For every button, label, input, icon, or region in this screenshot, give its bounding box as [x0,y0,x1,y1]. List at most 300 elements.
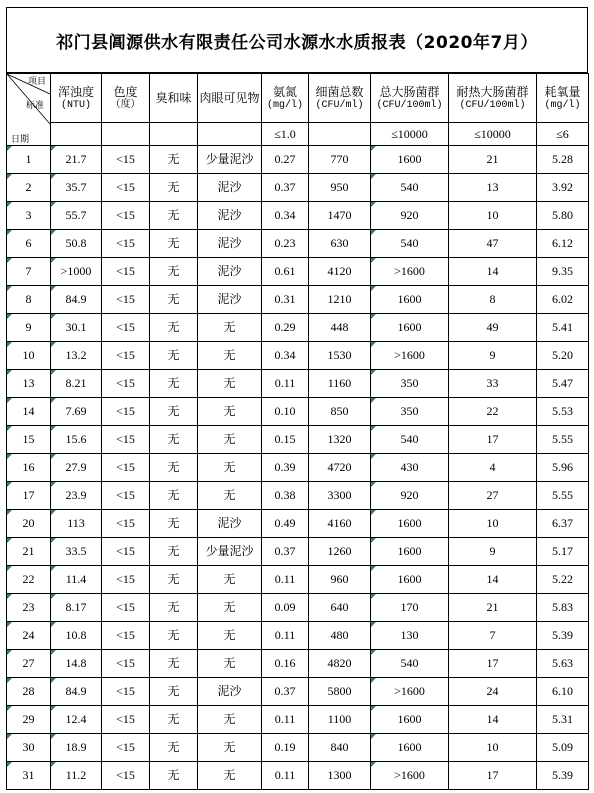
cell-value: 泥沙 [217,516,242,530]
cell-value: 0.15 [274,432,296,446]
date-cell [7,370,51,398]
table-row [7,706,589,734]
color-cell [102,314,150,342]
cell-value: 1600 [397,572,422,586]
col-header-oxygen-consumption: 耗氧量 (mg/l) [537,74,589,123]
cell-value: 21 [486,600,499,614]
cell-value: 无 [223,656,236,670]
coliform-cell [371,174,449,202]
cell-value: 泥沙 [217,236,242,250]
cell-value: 无 [223,320,236,334]
cell-value: 无 [167,152,180,166]
cell-value: 21 [22,544,35,558]
cell-value: 15.6 [65,432,87,446]
table-row [7,454,589,482]
cell-value: 770 [330,152,349,166]
cell-marker-icon [371,426,376,431]
cell-value: 0.11 [274,712,296,726]
bacteria-cell [309,314,371,342]
cell-value: 0.31 [274,292,296,306]
bacteria-cell [309,230,371,258]
standard-cell [150,123,198,146]
visible-matter-cell [198,482,262,510]
odor-cell [150,174,198,202]
cell-value: 11.2 [65,768,87,782]
cell-value: 无 [167,236,180,250]
cell-value: 无 [223,432,236,446]
odor-cell [150,566,198,594]
ammonia-cell [262,258,309,286]
cell-value: 无 [223,712,236,726]
cell-value: 无 [167,516,180,530]
turbidity-cell [51,314,102,342]
cell-marker-icon [371,734,376,739]
cell-value: 5.28 [552,152,573,166]
cell-marker-icon [371,174,376,179]
cell-value: 无 [167,404,180,418]
bacteria-cell [309,650,371,678]
cell-value: 16 [22,460,35,474]
cell-value: 4 [489,460,496,474]
odor-cell [150,230,198,258]
cell-marker-icon [51,566,56,571]
date-cell [7,398,51,426]
cell-marker-icon [51,650,56,655]
cell-value: 0.19 [274,740,296,754]
cell-marker-icon [371,622,376,627]
cell-value: 50.8 [65,236,87,250]
ammonia-cell [262,762,309,790]
ammonia-cell [262,538,309,566]
cell-value: 5.20 [552,348,573,362]
cell-value: 8 [489,292,496,306]
date-cell [7,286,51,314]
thermotolerant-coliform-cell [449,762,537,790]
cell-value: <15 [116,264,135,278]
turbidity-cell [51,286,102,314]
col-header-bacteria: 细菌总数 (CFU/ml) [309,74,371,123]
date-cell [7,230,51,258]
turbidity-cell [51,734,102,762]
cell-value: 无 [223,348,236,362]
cell-value: 920 [400,208,419,222]
visible-matter-cell [198,398,262,426]
cell-value: 15 [22,432,35,446]
date-cell [7,174,51,202]
cell-marker-icon [7,762,12,767]
cell-value: <15 [116,208,135,222]
visible-matter-cell [198,314,262,342]
cell-value: 14 [486,712,499,726]
oxygen-consumption-cell [537,538,589,566]
cell-value: 9 [489,544,496,558]
cell-value: 0.16 [274,656,296,670]
cell-value: 27 [486,488,499,502]
cell-value: 5.22 [552,572,573,586]
coliform-cell [371,202,449,230]
cell-value: 5.39 [552,768,573,782]
cell-value: 无 [167,712,180,726]
cell-value: 1600 [397,740,422,754]
cell-value: 0.11 [274,768,296,782]
bacteria-cell [309,370,371,398]
cell-marker-icon [7,426,12,431]
standard-cell [51,123,102,146]
cell-marker-icon [7,370,12,375]
turbidity-cell [51,482,102,510]
color-cell [102,398,150,426]
cell-marker-icon [51,426,56,431]
odor-cell [150,538,198,566]
color-cell [102,762,150,790]
cell-value: 5.80 [552,208,573,222]
cell-value: 无 [223,572,236,586]
coliform-cell [371,482,449,510]
standard-cell: ≤6 [537,123,589,146]
cell-value: 无 [223,628,236,642]
cell-marker-icon [7,230,12,235]
turbidity-cell [51,510,102,538]
cell-value: 430 [400,460,419,474]
cell-value: 5.39 [552,628,573,642]
cell-value: 1600 [397,320,422,334]
cell-value: 少量泥沙 [205,152,254,166]
cell-value: 14 [22,404,35,418]
cell-marker-icon [7,538,12,543]
date-cell [7,342,51,370]
thermotolerant-coliform-cell [449,202,537,230]
ammonia-cell [262,678,309,706]
cell-value: 9 [25,320,32,334]
corner-label-date: 日期 [11,135,30,145]
cell-value: 47 [486,236,499,250]
table-row [7,314,589,342]
oxygen-consumption-cell [537,594,589,622]
thermotolerant-coliform-cell [449,678,537,706]
cell-value: 1470 [327,208,352,222]
cell-value: 无 [167,684,180,698]
cell-value: 0.29 [274,320,296,334]
coliform-cell [371,510,449,538]
cell-value: 1600 [397,544,422,558]
visible-matter-cell [198,706,262,734]
cell-value: <15 [116,348,135,362]
cell-value: 24 [486,684,499,698]
cell-value: 640 [330,600,349,614]
table-row [7,258,589,286]
ammonia-cell [262,482,309,510]
cell-value: 33.5 [65,544,87,558]
cell-marker-icon [7,622,12,627]
bacteria-cell [309,678,371,706]
visible-matter-cell [198,174,262,202]
visible-matter-cell [198,146,262,174]
cell-value: 3300 [327,488,352,502]
odor-cell [150,398,198,426]
table-row [7,398,589,426]
cell-value: 无 [167,572,180,586]
cell-value: <15 [116,628,135,642]
cell-value: 无 [167,656,180,670]
cell-value: <15 [116,236,135,250]
cell-value: 无 [167,432,180,446]
thermotolerant-coliform-cell [449,734,537,762]
cell-value: 1530 [327,348,352,362]
odor-cell [150,622,198,650]
cell-marker-icon [51,538,56,543]
ammonia-cell [262,342,309,370]
date-cell [7,314,51,342]
cell-value: <15 [116,516,135,530]
bacteria-cell [309,426,371,454]
cell-value: 29 [22,712,35,726]
cell-value: 540 [400,432,419,446]
color-cell [102,622,150,650]
date-cell [7,734,51,762]
oxygen-consumption-cell [537,622,589,650]
cell-marker-icon [371,678,376,683]
cell-value: 27 [22,656,35,670]
cell-value: 23.9 [65,488,87,502]
cell-value: <15 [116,152,135,166]
cell-marker-icon [371,370,376,375]
cell-value: 1210 [327,292,352,306]
cell-value: 无 [223,376,236,390]
cell-value: 3.92 [552,180,573,194]
bacteria-cell [309,538,371,566]
cell-marker-icon [51,146,56,151]
cell-marker-icon [51,482,56,487]
cell-value: 20 [22,516,35,530]
thermotolerant-coliform-cell [449,650,537,678]
thermotolerant-coliform-cell [449,622,537,650]
thermotolerant-coliform-cell [449,706,537,734]
color-cell [102,678,150,706]
odor-cell [150,314,198,342]
ammonia-cell [262,454,309,482]
odor-cell [150,146,198,174]
cell-marker-icon [7,146,12,151]
ammonia-cell [262,202,309,230]
cell-marker-icon [7,202,12,207]
visible-matter-cell [198,454,262,482]
cell-value: >1600 [394,264,425,278]
bacteria-cell [309,706,371,734]
col-header-turbidity: 浑浊度 (NTU) [51,74,102,123]
coliform-cell [371,146,449,174]
cell-value: 5.96 [552,460,573,474]
cell-value: 9 [489,348,496,362]
thermotolerant-coliform-cell [449,566,537,594]
ammonia-cell [262,650,309,678]
cell-value: 950 [330,180,349,194]
turbidity-cell [51,202,102,230]
turbidity-cell [51,230,102,258]
cell-value: 14 [486,572,499,586]
cell-value: 8.17 [65,600,87,614]
cell-value: 5.09 [552,740,573,754]
visible-matter-cell [198,230,262,258]
ammonia-cell [262,146,309,174]
cell-value: 无 [167,544,180,558]
odor-cell [150,286,198,314]
odor-cell [150,734,198,762]
visible-matter-cell [198,650,262,678]
table-row [7,762,589,790]
visible-matter-cell [198,762,262,790]
cell-value: 540 [400,180,419,194]
oxygen-consumption-cell [537,342,589,370]
turbidity-cell [51,454,102,482]
cell-marker-icon [51,174,56,179]
coliform-cell [371,258,449,286]
cell-value: 448 [330,320,349,334]
cell-value: 23 [22,600,35,614]
cell-value: 30.1 [65,320,87,334]
ammonia-cell [262,510,309,538]
ammonia-cell [262,706,309,734]
oxygen-consumption-cell [537,398,589,426]
bacteria-cell [309,566,371,594]
bacteria-cell [309,482,371,510]
cell-marker-icon [7,482,12,487]
visible-matter-cell [198,622,262,650]
cell-value: 10.8 [65,628,87,642]
cell-marker-icon [51,230,56,235]
cell-value: 840 [330,740,349,754]
oxygen-consumption-cell [537,482,589,510]
coliform-cell [371,594,449,622]
date-cell [7,426,51,454]
cell-value: <15 [116,320,135,334]
cell-value: 0.09 [274,600,296,614]
visible-matter-cell [198,202,262,230]
cell-marker-icon [51,286,56,291]
cell-value: 35.7 [65,180,87,194]
oxygen-consumption-cell [537,174,589,202]
table-row [7,734,589,762]
cell-value: 24 [22,628,35,642]
bacteria-cell [309,734,371,762]
oxygen-consumption-cell [537,146,589,174]
cell-value: 33 [486,376,499,390]
visible-matter-cell [198,286,262,314]
cell-value: 6 [25,236,32,250]
table-row [7,650,589,678]
cell-value: 7.69 [65,404,87,418]
date-cell [7,146,51,174]
cell-value: 18.9 [65,740,87,754]
cell-value: 5.55 [552,432,573,446]
cell-value: 5.41 [552,320,573,334]
cell-value: 无 [223,488,236,502]
oxygen-consumption-cell [537,454,589,482]
cell-value: <15 [116,432,135,446]
cell-value: 17 [486,768,499,782]
cell-value: 1260 [327,544,352,558]
cell-value: 无 [167,628,180,642]
cell-value: <15 [116,488,135,502]
oxygen-consumption-cell [537,650,589,678]
date-cell [7,482,51,510]
bacteria-cell [309,174,371,202]
cell-value: <15 [116,740,135,754]
cell-value: 17 [486,656,499,670]
visible-matter-cell [198,426,262,454]
thermotolerant-coliform-cell [449,174,537,202]
col-header-coliform: 总大肠菌群 (CFU/100ml) [371,74,449,123]
cell-value: 2 [25,180,32,194]
cell-marker-icon [371,706,376,711]
odor-cell [150,454,198,482]
cell-value: 1300 [327,768,352,782]
odor-cell [150,706,198,734]
coliform-cell [371,398,449,426]
coliform-cell [371,734,449,762]
cell-value: 4160 [327,516,352,530]
color-cell [102,202,150,230]
date-cell [7,594,51,622]
cell-marker-icon [371,146,376,151]
cell-marker-icon [51,202,56,207]
bacteria-cell [309,342,371,370]
table-body [7,74,589,790]
oxygen-consumption-cell [537,426,589,454]
table-row [7,482,589,510]
turbidity-cell [51,258,102,286]
standard-cell: ≤1.0 [262,123,309,146]
table-row [7,566,589,594]
ammonia-cell [262,734,309,762]
cell-value: 1 [25,152,32,166]
cell-value: <15 [116,656,135,670]
thermotolerant-coliform-cell [449,370,537,398]
water-quality-table [6,73,589,790]
date-cell [7,454,51,482]
cell-marker-icon [51,706,56,711]
cell-marker-icon [51,734,56,739]
header-row [7,74,589,123]
standard-cell [102,123,150,146]
coliform-cell [371,706,449,734]
cell-value: 0.23 [274,236,296,250]
date-cell [7,762,51,790]
cell-value: 无 [167,768,180,782]
date-cell [7,678,51,706]
turbidity-cell [51,622,102,650]
turbidity-cell [51,650,102,678]
cell-value: 14.8 [65,656,87,670]
thermotolerant-coliform-cell [449,314,537,342]
thermotolerant-coliform-cell [449,286,537,314]
cell-value: <15 [116,572,135,586]
cell-value: 无 [167,460,180,474]
standard-cell: ≤10000 [371,123,449,146]
coliform-cell [371,538,449,566]
odor-cell [150,342,198,370]
cell-value: >1600 [394,348,425,362]
cell-marker-icon [7,706,12,711]
cell-marker-icon [371,762,376,767]
cell-value: 1600 [397,712,422,726]
odor-cell [150,510,198,538]
cell-marker-icon [51,678,56,683]
turbidity-cell [51,706,102,734]
col-header-odor: 臭和味 [150,74,198,123]
cell-marker-icon [51,258,56,263]
cell-value: 5.17 [552,544,573,558]
cell-value: 0.37 [274,684,296,698]
